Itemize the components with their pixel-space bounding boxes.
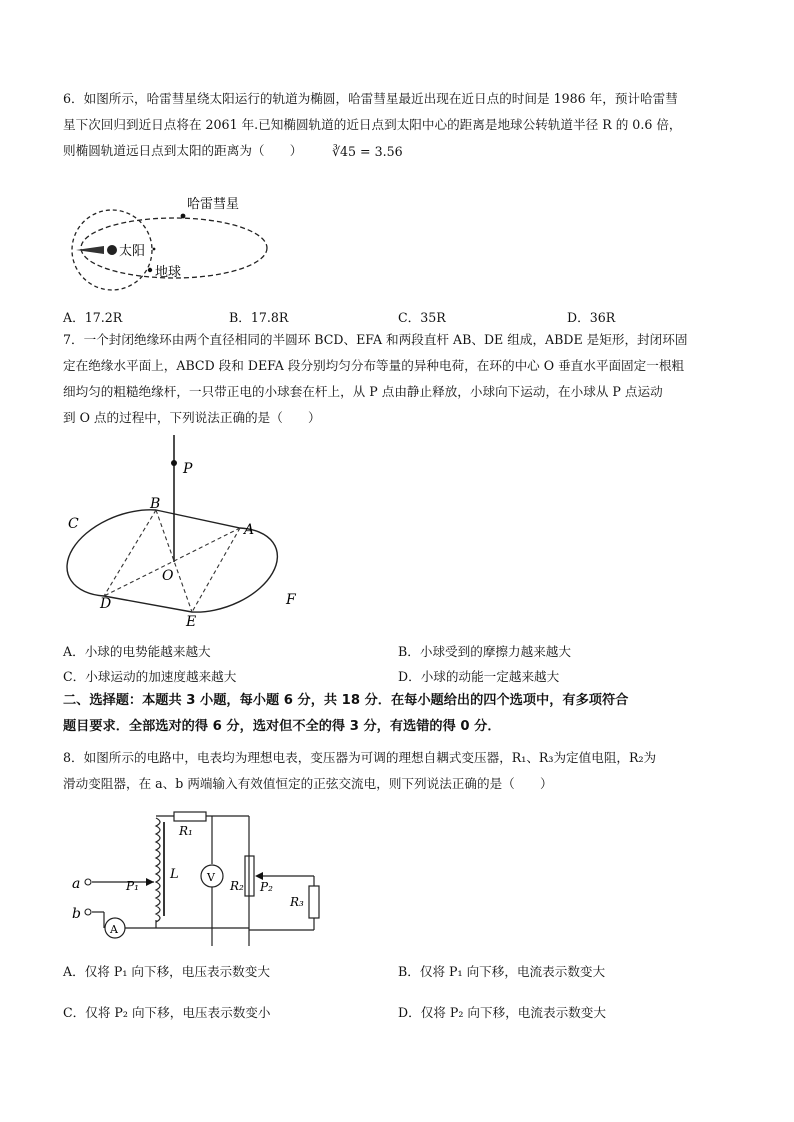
sun-label: 太阳	[119, 244, 146, 259]
label-R3: R₃	[290, 895, 304, 909]
q6-option-d[interactable]: D．36R	[567, 310, 616, 325]
label-C: C	[68, 516, 79, 532]
label-R1: R₁	[179, 824, 193, 838]
q8-option-b[interactable]: B．仅将 P₁ 向下移，电流表示数变大	[398, 964, 606, 979]
earth-dot	[148, 268, 152, 272]
label-P2: P₂	[260, 880, 273, 894]
label-voltmeter: V	[207, 871, 215, 884]
comet-dot	[181, 214, 186, 219]
label-D: D	[100, 596, 112, 612]
section-2-line2: 题目要求．全部选对的得 6 分，选对但不全的得 3 分，有选错的得 0 分．	[63, 719, 501, 734]
earth-label: 地球	[155, 265, 182, 280]
q8-option-d[interactable]: D．仅将 P₂ 向下移，电流表示数变大	[398, 1005, 606, 1020]
q8-stem	[63, 745, 753, 797]
section-2-line1: 二、选择题：本题共 3 小题，每小题 6 分，共 18 分．在每小题给出的四个选项中，有多项符合	[63, 693, 629, 708]
label-R2: R₂	[230, 879, 244, 893]
label-a: a	[72, 876, 81, 892]
q7-line4: 到 O 点的过程中，下列说法正确的是（ ）	[63, 410, 321, 425]
point-P	[171, 460, 177, 466]
q6-orbit-figure	[66, 188, 272, 296]
label-L: L	[170, 867, 179, 882]
q8-circuit-figure	[64, 808, 334, 946]
label-ammeter: A	[110, 923, 118, 936]
q6-line1: 6．如图所示，哈雷彗星绕太阳运行的轨道为椭圆，哈雷彗星最近出现在近日点的时间是 1986 年，预计哈雷彗	[63, 91, 678, 106]
q8-option-c[interactable]: C．仅将 P₂ 向下移，电压表示数变小	[63, 1005, 271, 1020]
q6-option-a[interactable]: A．17.2R	[63, 310, 123, 325]
q6-option-c[interactable]: C．35R	[398, 310, 446, 325]
label-A: A	[244, 522, 255, 538]
q6-line2: 星下次回归到近日点将在 2061 年.已知椭圆轨道的近日点到太阳中心的距离是地球公转轨道半径 R 的 0.6 倍，	[63, 117, 682, 132]
label-E: E	[186, 614, 197, 630]
q7-line3: 细均匀的粗糙绝缘杆，一只带正电的小球套在杆上，从 P 点由静止释放，小球向下运动，在小球从 P 点运动	[63, 384, 663, 399]
q7-option-b[interactable]: B．小球受到的摩擦力越来越大	[398, 644, 571, 659]
label-B: B	[150, 496, 161, 512]
label-O: O	[162, 568, 174, 584]
q8-line1: 8．如图所示的电路中，电表均为理想电表，变压器为可调的理想自耦式变压器，R₁、R₃为定值电阻，R₂为	[63, 750, 657, 765]
terminal-b	[85, 909, 91, 915]
label-F: F	[286, 592, 296, 608]
coil-L	[156, 818, 160, 922]
label-b: b	[72, 906, 81, 922]
q7-option-c[interactable]: C．小球运动的加速度越来越大	[63, 669, 237, 684]
q7-option-d[interactable]: D．小球的动能一定越来越大	[398, 669, 560, 684]
slider-P2-arrow	[255, 872, 263, 880]
q8-line2: 滑动变阻器，在 a、b 两端输入有效值恒定的正弦交流电，则下列说法正确的是（ ）	[63, 776, 553, 791]
section-2-heading	[63, 688, 753, 740]
comet-label: 哈雷彗星	[187, 197, 240, 212]
terminal-a	[85, 879, 91, 885]
q6-stem	[63, 86, 753, 164]
q6-formula: ∛45 = 3.56	[332, 144, 403, 159]
focus-dot	[153, 248, 156, 251]
label-P: P	[183, 461, 193, 477]
slider-P1-arrow	[146, 878, 154, 886]
q6-option-b[interactable]: B．17.8R	[229, 310, 289, 325]
q7-stem	[63, 327, 753, 431]
resistor-R3	[309, 886, 319, 918]
q6-line3: 则椭圆轨道远日点到太阳的距离为（ ） ∛45 = 3.56	[63, 138, 753, 164]
resistor-R1	[174, 812, 206, 821]
label-P1: P₁	[126, 879, 139, 893]
q7-line1: 7．一个封闭绝缘环由两个直径相同的半圆环 BCD、EFA 和两段直杆 AB、DE 组成，ABDE 是矩形，封闭环固	[63, 332, 688, 347]
q7-ring-figure	[64, 430, 314, 630]
q7-option-a[interactable]: A．小球的电势能越来越大	[63, 644, 211, 659]
q8-option-a[interactable]: A．仅将 P₁ 向下移，电压表示数变大	[63, 964, 270, 979]
q7-line2: 定在绝缘水平面上，ABCD 段和 DEFA 段分别均匀分布等量的异种电荷，在环的中心 O 垂直水平面固定一根粗	[63, 358, 685, 373]
